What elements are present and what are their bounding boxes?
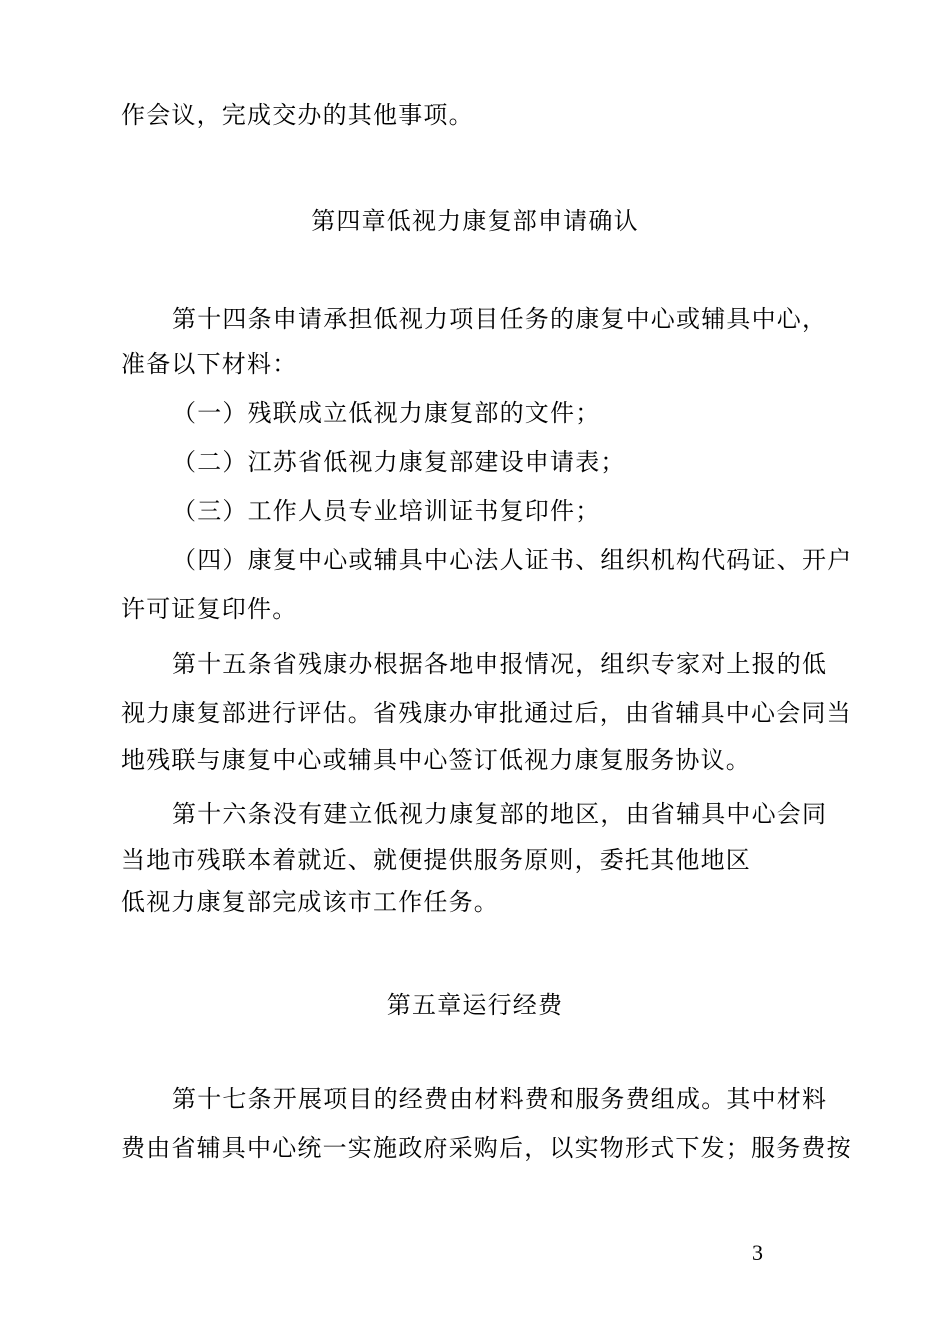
article-15-line-3: 地残联与康复中心或辅具中心签订低视力康复服务协议。 <box>121 746 751 774</box>
chapter-4-heading: 第四章低视力康复部申请确认 <box>311 207 639 235</box>
article-14-line-2: 准备以下材料： <box>121 350 298 378</box>
article-14-line-1: 第十四条申请承担低视力项目任务的康复中心或辅具中心， <box>172 305 828 333</box>
article-16-line-3: 低视力康复部完成该市工作任务。 <box>121 888 499 916</box>
article-16-line-1: 第十六条没有建立低视力康复部的地区，由省辅具中心会同 <box>172 800 828 828</box>
chapter-5-heading: 第五章运行经费 <box>386 991 564 1019</box>
list-item-1: （一）残联成立低视力康复部的文件； <box>172 399 601 427</box>
article-15-line-2: 视力康复部进行评估。省残康办审批通过后，由省辅具中心会同当 <box>121 699 852 727</box>
article-16-line-2: 当地市残联本着就近、就便提供服务原则，委托其他地区 <box>121 846 751 874</box>
article-17-line-1: 第十七条开展项目的经费由材料费和服务费组成。其中材料 <box>172 1085 828 1113</box>
article-17-line-2: 费由省辅具中心统一实施政府采购后，以实物形式下发；服务费按 <box>121 1134 852 1162</box>
list-item-4-line-2: 许可证复印件。 <box>121 595 298 623</box>
line-1: 作会议，完成交办的其他事项。 <box>121 101 474 129</box>
list-item-3: （三）工作人员专业培训证书复印件； <box>172 497 601 525</box>
page-number: 3 <box>752 1240 763 1265</box>
list-item-2: （二）江苏省低视力康复部建设申请表； <box>172 448 626 476</box>
article-15-line-1: 第十五条省残康办根据各地申报情况，组织专家对上报的低 <box>172 650 828 678</box>
list-item-4-line-1: （四）康复中心或辅具中心法人证书、组织机构代码证、开户 <box>172 546 853 574</box>
